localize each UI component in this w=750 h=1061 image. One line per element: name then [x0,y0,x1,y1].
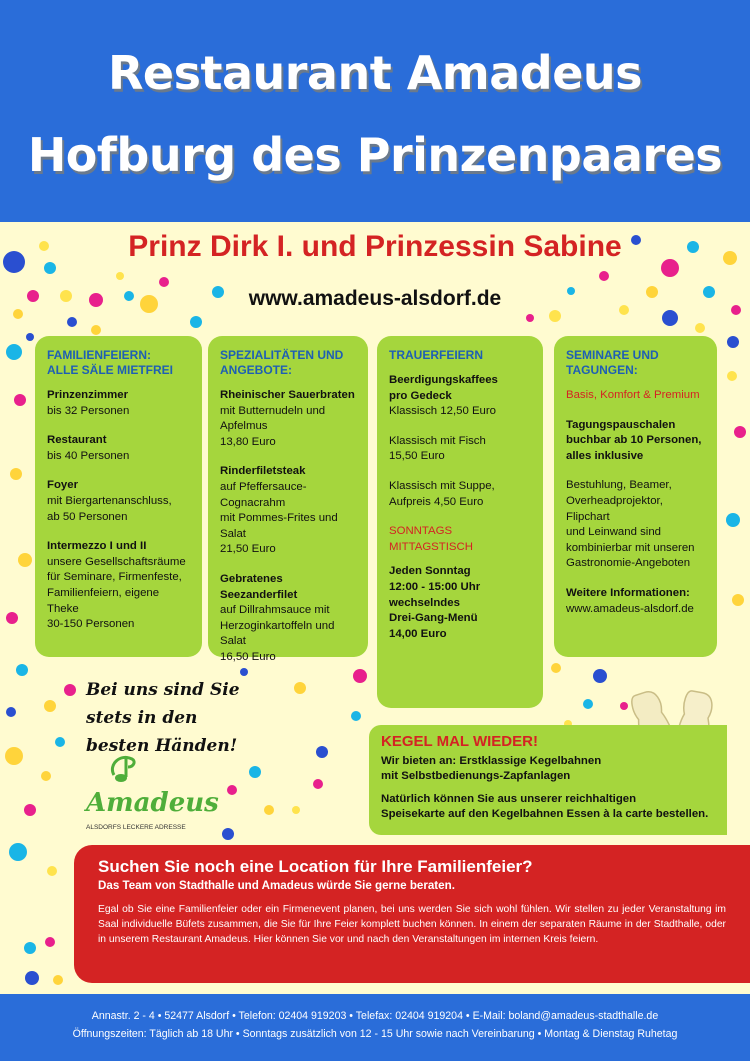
room-title: Prinzenzimmer [47,389,129,401]
dish-title: Rinderfiletsteak [220,465,306,478]
seminar-package: alles inklusive [566,449,644,462]
room-title: Foyer [47,479,79,492]
dish-title: Gebratenes Seezanderfilet [220,572,298,601]
kegel-line: Speisekarte auf den Kegelbahnen Essen à la carte bestellen. [381,808,709,820]
restaurant-title: Restaurant Amadeus [107,46,643,100]
dish-price: 21,50 Euro [220,543,276,556]
kegel-box [369,725,727,835]
sunday-detail: 14,00 Euro [389,627,447,640]
restaurant-subtitle: Hofburg des Prinzenpaares [27,128,723,182]
trauerfeiern-heading: TRAUERFEIERN [389,348,484,362]
room-detail: mit Biergartenanschluss, [47,494,172,507]
dish-detail: mit Pommes-Frites und Salat [220,512,338,540]
slogan: Bei uns sind Sie stets in den besten Händen! [86,680,240,756]
kegel-line: Natürlich können Sie aus unserer reichhaltigen [381,792,637,805]
room-title: Restaurant [47,434,107,447]
room-title: Intermezzo I und II [47,540,147,553]
logo-wordmark: Amadeus [86,788,219,818]
dish-title: Rheinischer Sauerbraten [220,389,355,401]
amadeus-logo [80,745,219,833]
spezialitaeten-heading: SPEZIALITÄTEN UND ANGEBOTE: [220,348,344,377]
kegel-line: mit Selbstbedienungs-Zapfanlagen [381,770,571,782]
seminar-equipment: Gastronomie-Angeboten [566,557,691,570]
location-text: Egal ob Sie eine Familienfeier oder ein Firmenevent planen, bei uns werden Sie sich wohl fühlen. Wir stellen zu jeder Veranstaltung im Saal individuelle Büfets zusammen, die Sie für Ihre Feier komplett buchen können. In einem der separaten Räume in der Stadthalle, oder in unserem Restaurant Amadeus. Hier können Sie vor und nach den Veranstaltungen im internen Kreis feiern. [98,904,726,945]
room-detail: Familienfeiern, eigene Theke [47,586,160,615]
location-title: Suchen Sie noch eine Location für Ihre Familienfeier? [98,857,533,876]
location-box [74,845,750,983]
kegel-title: KEGEL MAL WIEDER! [381,733,538,750]
seminar-equipment: Bestuhlung, Beamer, [566,479,672,492]
seminar-info-url[interactable]: www.amadeus-alsdorf.de [566,602,694,615]
trauer-price: Aufpreis 4,50 Euro [389,495,484,508]
trauer-price: Klassisch mit Suppe, [389,479,495,492]
card-trauerfeiern [377,336,543,708]
card-seminare [554,336,717,657]
card-familienfeiern [35,336,202,657]
room-detail: 30-150 Personen [47,618,135,631]
sunday-heading: MITTAGSTISCH [389,540,473,553]
seminar-package: Tagungspauschalen [566,418,676,431]
seminar-equipment: und Leinwand sind [566,526,661,539]
kegel-line: Wir bieten an: Erstklassige Kegelbahnen [381,754,602,767]
seminar-equipment: kombinierbar mit unseren [566,541,695,554]
card-spezialitaeten [208,336,368,663]
familienfeiern-heading: FAMILIENFEIERN: ALLE SÄLE MIETFREI [47,348,173,377]
footer [0,994,750,1061]
dish-price: 16,50 Euro [220,650,276,663]
logo-tagline: ALSDORFS LECKERE ADRESSE [86,824,186,831]
seminar-info-title: Weitere Informationen: [566,586,690,599]
dish-detail: Salat [220,635,246,648]
seminar-equipment: Overheadprojektor, Flipchart [566,494,663,523]
trauer-title: Beerdigungskaffees [389,374,498,386]
seminar-tiers: Basis, Komfort & Premium [566,389,700,401]
trauer-price: Klassisch mit Fisch [389,434,486,447]
sunday-heading: SONNTAGS [389,525,453,538]
room-detail: ab 50 Personen [47,510,128,523]
seminare-heading: SEMINARE UND TAGUNGEN: [566,348,659,377]
footer-hours: Öffnungszeiten: Täglich ab 18 Uhr • Sonntags zusätzlich von 12 - 15 Uhr sowie nach Vereinbarung • Montag & Dienstag Ruhetag [72,1028,678,1040]
trauer-price: 15,50 Euro [389,450,445,463]
room-detail: bis 32 Personen [47,404,130,417]
dish-detail: Apfelmus [220,420,268,433]
dish-detail: Herzoginkartoffeln und [220,619,335,632]
sunday-detail: 12:00 - 15:00 Uhr [389,580,481,593]
dish-detail: auf Dillrahmsauce mit [220,604,330,617]
sunday-detail: Jeden Sonntag [389,565,471,578]
footer-contact: Annastr. 2 - 4 • 52477 Alsdorf • Telefon: 02404 919203 • Telefax: 02404 919204 • E-Mail: boland@amadeus-stadthalle.de [91,1010,659,1022]
dish-detail: auf Pfeffersauce-Cognacrahm [220,480,307,509]
seminar-package: buchbar ab 10 Personen, [566,434,702,447]
sunday-detail: wechselndes [389,596,460,609]
prince-couple-heading: Prinz Dirk I. und Prinzessin Sabine [128,230,622,263]
trauer-price: Klassisch 12,50 Euro [389,405,497,418]
trauer-title: pro Gedeck [389,389,452,402]
room-detail: unsere Gesellschaftsräume [47,555,186,568]
location-subtitle: Das Team von Stadthalle und Amadeus würde Sie gerne beraten. [98,879,455,892]
sunday-detail: Drei-Gang-Menü [389,612,478,625]
room-detail: bis 40 Personen [47,449,130,462]
website-url[interactable]: www.amadeus-alsdorf.de [248,287,502,310]
dish-detail: mit Butternudeln und [220,404,326,417]
room-detail: für Seminare, Firmenfeste, [47,571,182,584]
dish-price: 13,80 Euro [220,435,276,448]
